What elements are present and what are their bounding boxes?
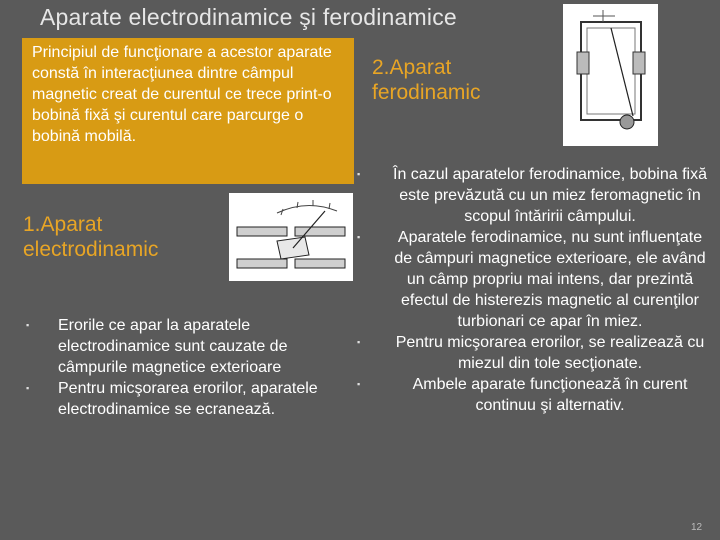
electrodynamic-bullets [26,315,350,420]
bullet-text: În cazul aparatelor ferodinamice, bobina fixă este prevăzută cu un miez feromagnetic în scopul întăririi câmpului. [393,166,707,225]
list-item [357,374,711,416]
electrodynamic-heading: 1.Aparat electrodinamic [23,213,159,261]
bullet-text: Pentru micşorarea erorilor, aparatele electrodinamice se ecranează. [58,380,318,418]
list-item [26,315,350,378]
ferrodynamic-diagram [563,4,658,146]
bullet-text: Erorile ce apar la aparatele electrodinamice sunt cauzate de câmpurile magnetice exterioare [58,317,288,376]
bullet-icon: ▪ [357,337,361,347]
ferrodynamic-figure [563,4,658,146]
bullet-text: Aparatele ferodinamice, nu sunt influenţate de câmpuri magnetice exterioare, ele având un câmp propriu mai intens, dar prezintă efectul de histerezis magnetic al curenţilor turbionari ce apar în miez. [394,229,706,330]
slide-title: Aparate electrodinamice şi ferodinamice [40,4,457,30]
bullet-icon: ▪ [357,169,361,179]
bullet-icon: ▪ [26,383,30,393]
electrodynamic-figure [229,193,353,281]
ferrodynamic-heading: 2.Aparat ferodinamic [372,56,481,104]
principle-box: Principiul de funcţionare a acestor aparate constă în interacţiunea dintre câmpul magnetic creat de curentul ce trece print-o bobină fixă şi curentul care parcurge o bobină mobilă. [22,38,354,184]
bullet-icon: ▪ [26,320,30,330]
bullet-icon: ▪ [357,379,361,389]
list-item [357,227,711,332]
list-item [357,164,711,227]
list-item [357,332,711,374]
electrodynamic-diagram [229,193,353,281]
ferrodynamic-bullets [357,164,711,416]
bullet-text: Pentru micşorarea erorilor, se realizează cu miezul din tole secţionate. [395,334,705,372]
list-item [26,378,350,420]
bullet-text: Ambele aparate funcţionează în curent continuu şi alternativ. [412,376,688,414]
page-number: 12 [691,522,703,533]
bullet-icon: ▪ [357,232,361,242]
